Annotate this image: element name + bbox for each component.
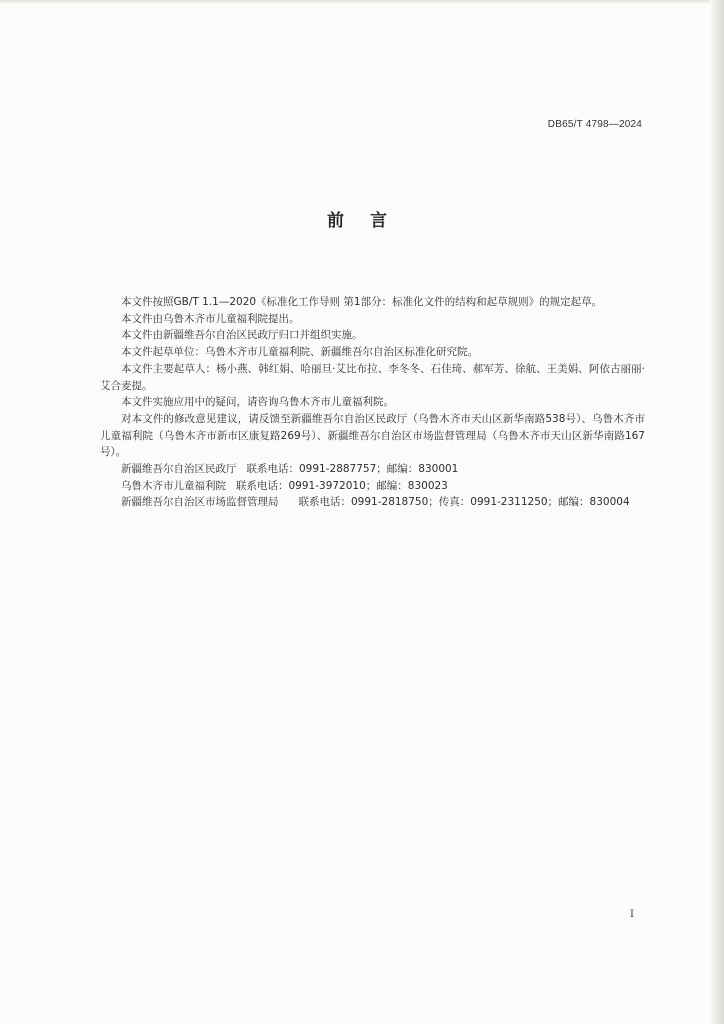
contact-postcode: 邮编：830004 xyxy=(558,496,630,509)
contact-list xyxy=(100,461,645,511)
contact-postcode: 邮编：830001 xyxy=(386,463,459,476)
foreword-body xyxy=(100,294,645,511)
paragraph-drafters: 本文件主要起草人：杨小燕、韩红娟、哈丽旦·艾比布拉、李冬冬、石佳琦、郝军芳、徐航、王美娟、阿依古丽丽·艾合麦提。 xyxy=(100,362,645,392)
page-number: I xyxy=(630,909,634,920)
contact-phone: 联系电话：0991-2887757； xyxy=(246,463,387,476)
contact-item xyxy=(121,478,645,495)
scan-binding-edge xyxy=(710,0,724,1024)
contact-phone: 联系电话：0991-3972010； xyxy=(236,479,377,492)
paragraph-drafting-units: 本文件起草单位：乌鲁木齐市儿童福利院、新疆维吾尔自治区标准化研究院。 xyxy=(121,346,478,359)
contact-org: 新疆维吾尔自治区民政厅 xyxy=(121,463,237,476)
contact-fax: 传真：0991-2311250； xyxy=(438,496,559,509)
standard-code: DB65/T 4798—2024 xyxy=(547,119,642,130)
paragraph-administrator: 本文件由新疆维吾尔自治区民政厅归口并组织实施。 xyxy=(121,329,363,342)
contact-item xyxy=(100,494,645,511)
paragraph-drafting-rules: 本文件按照GB/T 1.1—2020《标准化工作导则 第1部分：标准化文件的结构和起草规则》的规定起草。 xyxy=(121,296,603,308)
contact-org: 新疆维吾尔自治区市场监督管理局 xyxy=(121,496,279,509)
paragraph-proposer: 本文件由乌鲁木齐市儿童福利院提出。 xyxy=(121,312,300,325)
scan-top-edge xyxy=(0,0,724,4)
page-title: 前 言 xyxy=(327,211,397,231)
paragraph-feedback: 对本文件的修改意见建议，请反馈至新疆维吾尔自治区民政厅（乌鲁木齐市天山区新华南路538号）、乌鲁木齐市儿童福利院（乌鲁木齐市新市区康复路269号）、新疆维吾尔自治区市场监督管理局（乌鲁木齐市天山区新华南路167号）。 xyxy=(100,412,645,459)
contact-item xyxy=(121,461,645,478)
contact-postcode: 邮编：830023 xyxy=(376,479,448,492)
paragraph-inquiries: 本文件实施应用中的疑问，请咨询乌鲁木齐市儿童福利院。 xyxy=(121,396,394,409)
contact-org: 乌鲁木齐市儿童福利院 xyxy=(121,479,226,492)
contact-phone: 联系电话：0991-2818750； xyxy=(298,496,439,509)
